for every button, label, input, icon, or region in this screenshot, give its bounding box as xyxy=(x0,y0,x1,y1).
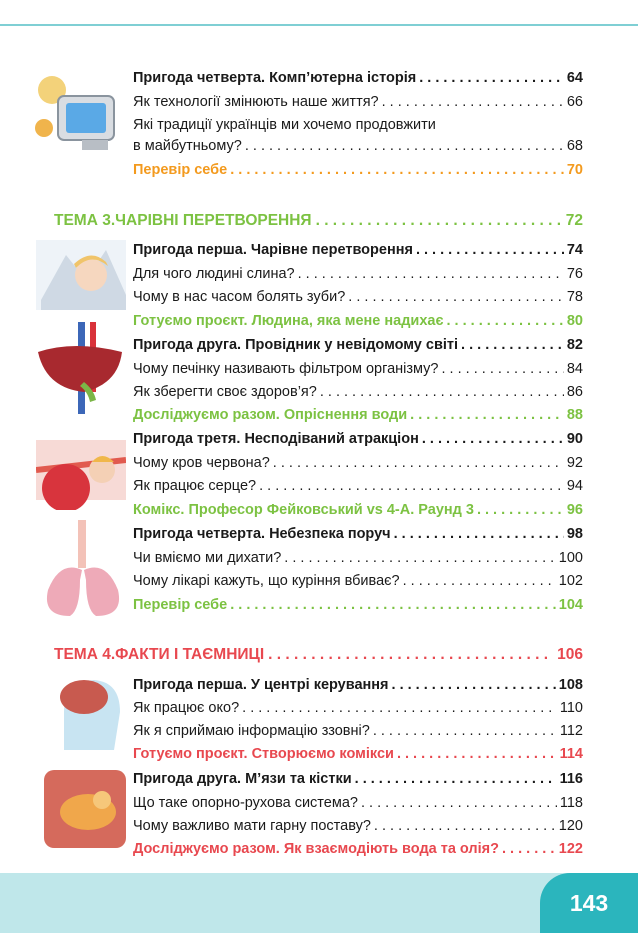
toc-entry[interactable]: Пригода друга. Провідник у невідомому світі . . . 82 xyxy=(133,337,583,357)
toc-entry[interactable]: Чому печінку називають фільтром організму? . . . 84 xyxy=(133,361,583,381)
muscles-illustration xyxy=(44,770,126,848)
theme-title: ЧАРІВНІ ПЕРЕТВОРЕННЯ xyxy=(115,212,312,229)
toc-entry-line1[interactable]: Які традиції українців ми хочемо продовжити xyxy=(133,117,436,133)
toc-entry-research[interactable]: Досліджуємо разом. Опріснення води . . . 88 xyxy=(133,407,583,427)
heart-illustration xyxy=(36,430,126,510)
toc-entry[interactable]: Як зберегти своє здоров’я? . . . 86 xyxy=(133,384,583,404)
page-number: 143 xyxy=(540,873,638,933)
theme-heading[interactable] xyxy=(54,646,583,670)
toc-entry[interactable]: Пригода друга. М’язи та кістки . . . 116 xyxy=(133,771,583,791)
toc-entry[interactable]: в майбутньому? . . . 68 xyxy=(133,138,583,158)
theme-heading[interactable] xyxy=(54,212,583,236)
theme-title: ФАКТИ І ТАЄМНИЦІ xyxy=(115,646,265,663)
toc-entry[interactable]: Як працює серце? . . . 94 xyxy=(133,478,583,498)
toc-entry[interactable]: Що таке опорно-рухова система? . . . 118 xyxy=(133,795,583,815)
toc-entry[interactable]: Чому лікарі кажуть, що куріння вбиває? . . . 102 xyxy=(133,573,583,593)
theme-label: ТЕМА 3. xyxy=(54,212,116,229)
toc-entry[interactable]: Як я сприймаю інформацію ззовні? . . . 112 xyxy=(133,723,583,743)
toc-entry[interactable]: Чому в нас часом болять зуби? . . . 78 xyxy=(133,289,583,309)
theme-label: ТЕМА 4. xyxy=(54,646,116,663)
toc-entry-project[interactable]: Готуємо проєкт. Людина, яка мене надихає . . . 80 xyxy=(133,313,583,333)
brain-illustration xyxy=(44,672,124,750)
toc-entry[interactable]: Чому важливо мати гарну поставу? . . . 120 xyxy=(133,818,583,838)
toc-entry-review[interactable]: Перевір себе . . . 104 xyxy=(133,597,583,617)
toc-entry-research[interactable]: Досліджуємо разом. Як взаємодіють вода та олія? . . . 122 xyxy=(133,841,583,861)
toc-entry[interactable]: Пригода третя. Несподіваний атракціон . . . 90 xyxy=(133,431,583,451)
toc-entry-project[interactable]: Готуємо проєкт. Створюємо комікси . . . 114 xyxy=(133,746,583,766)
toc-entry[interactable]: Як технології змінюють наше життя? . . . 66 xyxy=(133,94,583,114)
theme-page: 106 xyxy=(557,646,583,663)
liver-illustration xyxy=(34,322,126,414)
lungs-illustration xyxy=(40,520,126,620)
toc-entry-comic[interactable]: Комікс. Професор Фейковський vs 4-А. Раунд 3 . . . 96 xyxy=(133,502,583,522)
toc-entry[interactable]: Пригода перша. Чарівне перетворення . . . 74 xyxy=(133,242,583,262)
theme-page: 72 xyxy=(565,212,583,229)
toc-entry[interactable]: Пригода перша. У центрі керування . . . 108 xyxy=(133,677,583,697)
toc-entry[interactable]: Чи вміємо ми дихати? . . . 100 xyxy=(133,550,583,570)
toc-entry[interactable]: Чому кров червона? . . . 92 xyxy=(133,455,583,475)
toc-entry-review[interactable]: Перевір себе . . . 70 xyxy=(133,162,583,182)
toc-entry[interactable]: Як працює око? . . . 110 xyxy=(133,700,583,720)
computer-illustration xyxy=(30,70,126,160)
toc-entry[interactable]: Пригода четверта. Небезпека поруч . . . 98 xyxy=(133,526,583,546)
toc-entry[interactable]: Пригода четверта. Комп’ютерна історія . . . 64 xyxy=(133,70,583,90)
toc-entry[interactable]: Для чого людині слина? . . . 76 xyxy=(133,266,583,286)
top-rule xyxy=(0,24,638,26)
face-illustration xyxy=(36,240,126,310)
